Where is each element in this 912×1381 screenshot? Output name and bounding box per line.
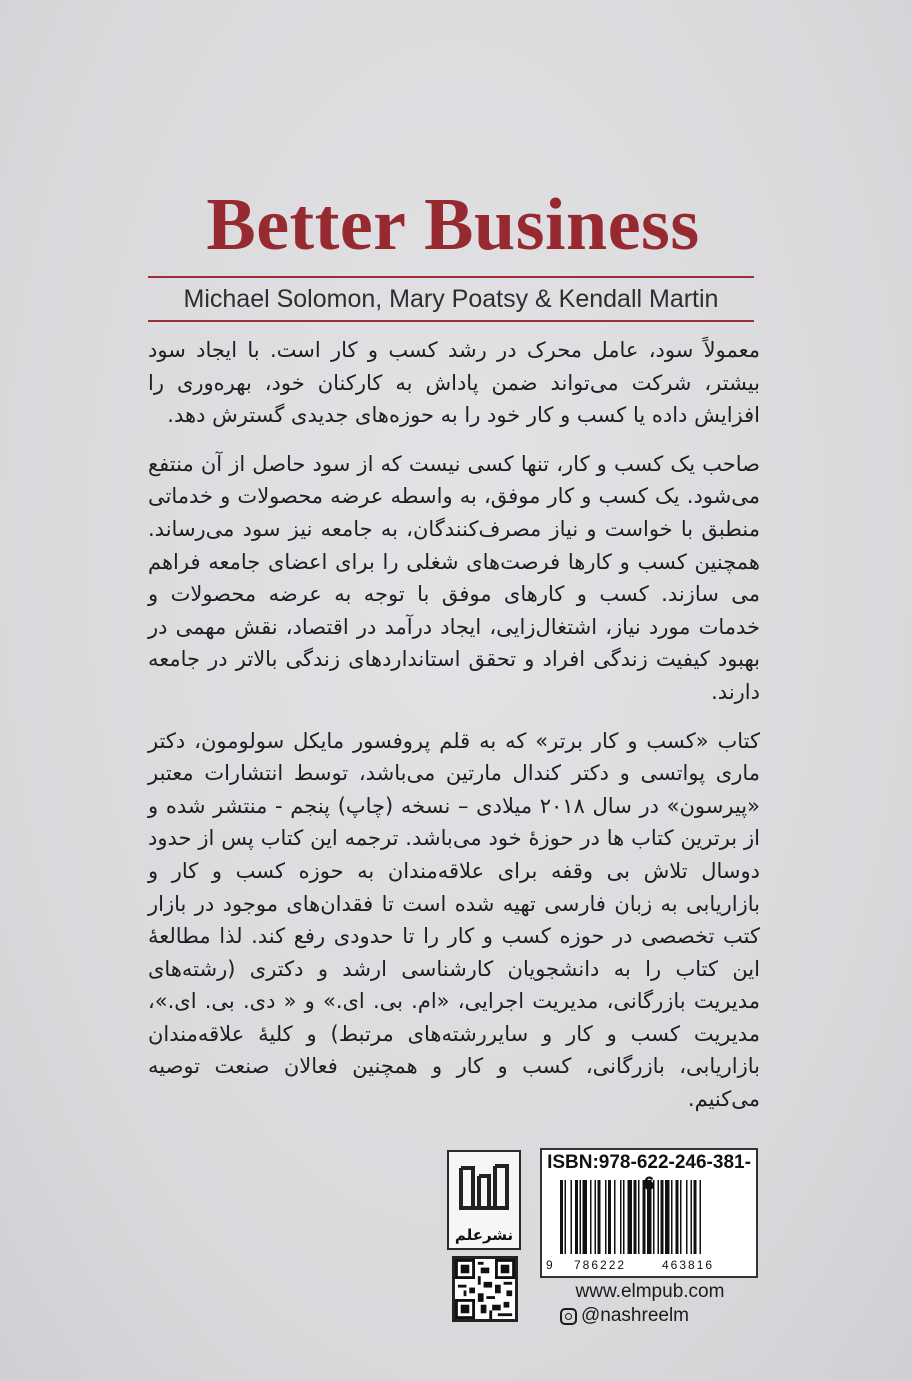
publisher-instagram[interactable] bbox=[560, 1304, 760, 1328]
barcode-digits-right: 463816 bbox=[662, 1258, 715, 1272]
blurb-paragraph-3: کتاب «کسب و کار برتر» که به قلم پروفسور مایکل سولومون، دکتر ماری پواتسی و دکتر کندال مارتین می‌باشد، توسط انتشارات معتبر «پیرسون» در سال ۲۰۱۸ میلادی – نسخه (چاپ) پنجم - منتشر شده و از برترین کتاب ها در حوزهٔ خود می‌باشد. ترجمه این کتاب پس از حدود دوسال تلاش بی وقفه برای علاقه‌مندان به حوزه کسب و کار و بازاریابی به زبان فارسی تهیه شده است تا فقدان‌های موجود در بازار کتب تخصصی در حوزه کسب و کار را تا حدودی رفع کند. لذا مطالعهٔ این کتاب را به دانشجویان کارشناسی ارشد و دکتری (رشته‌های مدیریت بازرگانی، مدیریت اجرایی، «ام. بی. ای.» و « دی. بی. ای.»، مدیریت کسب و کار و سایررشته‌های مرتبط) و کلیهٔ علاقه‌مندان بازاریابی، بازرگانی، کسب و کار و همچنین فعالان صنعت توصیه می‌کنیم. bbox=[148, 728, 760, 1112]
barcode-digit-first: 9 bbox=[546, 1258, 553, 1272]
blurb-paragraph-2: صاحب یک کسب و کار، تنها کسی نیست که از سود حاصل از آن منتفع می‌شود. یک کسب و کار موفق، به واسطه عرضه محصولات و خدماتی منطبق با خواست و نیاز مصرف‌کنندگان، به جامعه نیز سود می‌رساند. همچنین کسب و کارها فرصت‌های شغلی را برای اعضای جامعه فراهم می سازند. کسب و کارهای موفق با توجه به عرضه محصولات و خدمات مورد نیاز، اشتغال‌زایی، ایجاد درآمد در اقتصاد، نقش مهمی در بهبود کیفیت زندگی افراد و تحقق استانداردهای زندگی بالاتر در جامعه دارند. bbox=[148, 451, 760, 704]
blurb-paragraph-1: معمولاً سود، عامل محرک در رشد کسب و کار است. با ایجاد سود بیشتر، شرکت می‌تواند ضمن پاداش به کارکنان خود، بهره‌وری را افزایش داده یا کسب و کار خود را به حوزه‌های جدیدی گسترش دهد. bbox=[148, 338, 760, 428]
publisher-emblem-icon bbox=[455, 1158, 513, 1216]
publisher-logo bbox=[447, 1150, 521, 1250]
qr-code-icon bbox=[452, 1256, 518, 1322]
barcode-digits-left: 786222 bbox=[574, 1258, 627, 1272]
isbn-number: ISBN:978-622-246-381- bbox=[547, 1152, 751, 1173]
publisher-website[interactable]: www.elmpub.com bbox=[575, 1281, 725, 1302]
publisher-name: نشرعلم bbox=[454, 1226, 514, 1244]
title-divider-bottom bbox=[148, 320, 754, 322]
instagram-icon bbox=[560, 1308, 577, 1325]
instagram-handle: @nashreelm bbox=[581, 1305, 689, 1326]
book-authors: Michael Solomon, Mary Poatsy & Kendall Martin bbox=[183, 285, 719, 313]
title-divider-top bbox=[148, 276, 754, 278]
barcode-bars bbox=[558, 1180, 744, 1256]
book-title: Better Business bbox=[206, 184, 700, 266]
blurb-text bbox=[148, 334, 760, 1132]
isbn-barcode bbox=[540, 1148, 758, 1278]
